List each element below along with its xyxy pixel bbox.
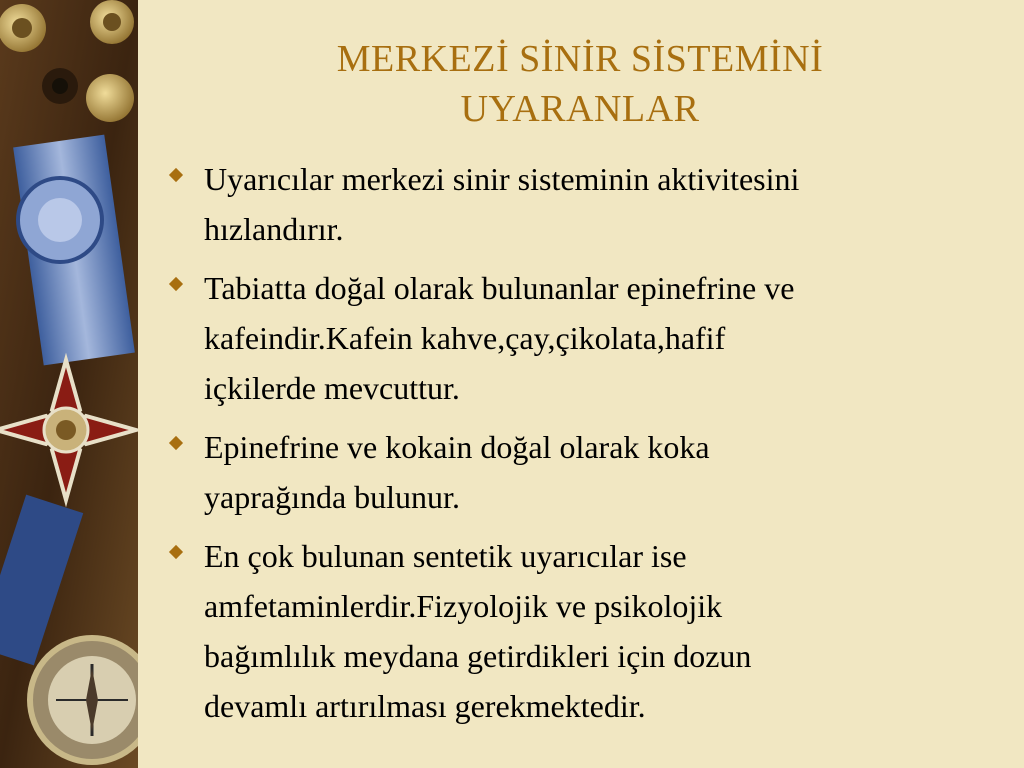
diamond-bullet-icon: [169, 277, 183, 291]
medals-compass-illustration: [0, 0, 138, 768]
bullet-item: [168, 422, 958, 522]
bullet-list: [168, 154, 958, 740]
bullet-line: hızlandırır.: [204, 211, 344, 247]
diamond-bullet-icon: [169, 436, 183, 450]
bullet-item: [168, 263, 958, 413]
decorative-side-image: [0, 0, 138, 768]
slide-title: [200, 34, 960, 134]
bullet-line: En çok bulunan sentetik uyarıcılar ise: [204, 538, 687, 574]
title-line-1: MERKEZİ SİNİR SİSTEMİNİ: [336, 38, 824, 80]
diamond-bullet-icon: [169, 545, 183, 559]
bullet-text: [204, 263, 958, 413]
title-line-2: UYARANLAR: [460, 88, 700, 130]
bullet-item: [168, 154, 958, 254]
bullet-text: [204, 154, 958, 254]
bullet-text: [204, 531, 958, 731]
bullet-line: içkilerde mevcuttur.: [204, 370, 460, 406]
bullet-line: yaprağında bulunur.: [204, 479, 460, 515]
bullet-line: kafeindir.Kafein kahve,çay,çikolata,hafif: [204, 320, 726, 356]
bullet-line: Epinefrine ve kokain doğal olarak koka: [204, 429, 710, 465]
bullet-line: devamlı artırılması gerekmektedir.: [204, 688, 646, 724]
bullet-line: Uyarıcılar merkezi sinir sisteminin aktivitesini: [204, 161, 800, 197]
bullet-line: amfetaminlerdir.Fizyolojik ve psikolojik: [204, 588, 723, 624]
bullet-item: [168, 531, 958, 731]
diamond-bullet-icon: [169, 168, 183, 182]
bullet-text: [204, 422, 958, 522]
bullet-line: Tabiatta doğal olarak bulunanlar epinefrine ve: [204, 270, 795, 306]
bullet-line: bağımlılık meydana getirdikleri için dozun: [204, 638, 752, 674]
